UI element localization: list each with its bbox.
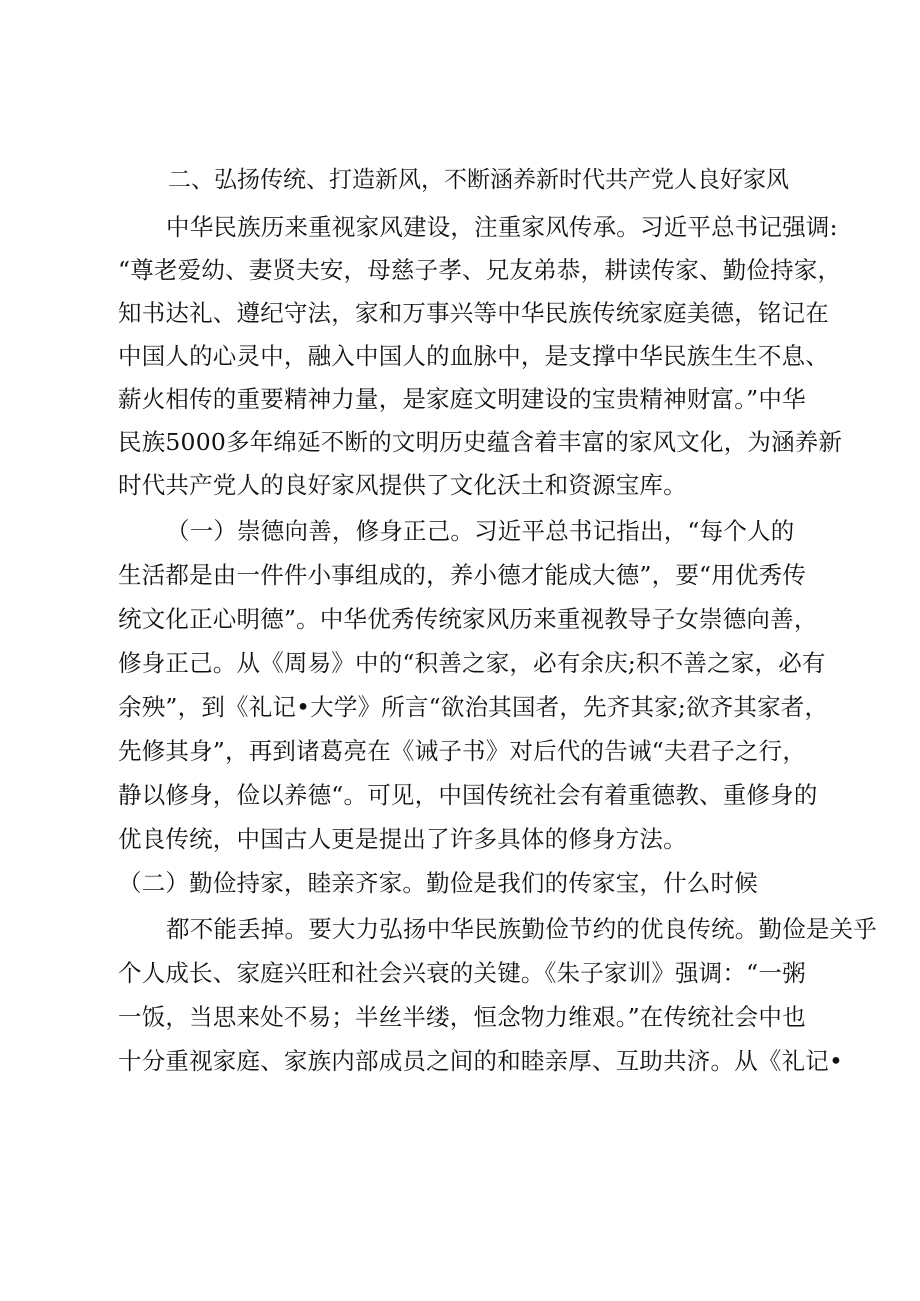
paragraph-line: （一）崇德向善，修身正己。习近平总书记指出，“每个人的 xyxy=(166,517,795,545)
paragraph-line: 时代共产党人的良好家风提供了文化沃土和资源宝库。 xyxy=(118,471,687,499)
paragraph-line: 民族5000多年绵延不断的文明历史蕴含着丰富的家风文化，为涵养新 xyxy=(118,428,843,456)
paragraph-line: 薪火相传的重要精神力量，是家庭文明建设的宝贵精神财富。”中华 xyxy=(118,385,806,413)
paragraph-line: 十分重视家庭、家族内部成员之间的和睦亲厚、互助共济。从《礼记• xyxy=(118,1047,844,1075)
paragraph-line: 余殃”，到《礼记•大学》所言“欲治其国者，先齐其家;欲齐其家者， xyxy=(118,693,829,721)
paragraph-line: 生活都是由一件件小事组成的，养小德才能成大德”，要“用优秀传 xyxy=(118,561,807,589)
paragraph-line: 静以修身，俭以养德“。可见，中国传统社会有着重德教、重修身的 xyxy=(118,781,818,809)
paragraph-line: 中国人的心灵中，融入中国人的血脉中，是支撑中华民族生生不息、 xyxy=(118,342,829,370)
paragraph-line: “尊老爱幼、妻贤夫安，母慈子孝、兄友弟恭，耕读传家、勤俭持家， xyxy=(118,256,842,284)
paragraph-line: 个人成长、家庭兴旺和社会兴衰的关键。《朱子家训》强调：“一粥 xyxy=(118,959,806,987)
paragraph-line: 一饭，当思来处不易；半丝半缕，恒念物力维艰。”在传统社会中也 xyxy=(118,1003,806,1031)
paragraph-line: 都不能丢掉。要大力弘扬中华民族勤俭节约的优良传统。勤俭是关乎 xyxy=(166,915,877,943)
paragraph-line: 统文化正心明德”。中华优秀传统家风历来重视教导子女崇德向善， xyxy=(118,605,818,633)
paragraph-line: （二）勤俭持家，睦亲齐家。勤俭是我们的传家宝，什么时候 xyxy=(118,869,758,897)
paragraph-line: 知书达礼、遵纪守法，家和万事兴等中华民族传统家庭美德，铭记在 xyxy=(118,299,829,327)
section-heading: 二、弘扬传统、打造新风，不断涵养新时代共产党人良好家风 xyxy=(168,167,789,193)
paragraph-line: 修身正己。从《周易》中的“积善之家，必有余庆;积不善之家，必有 xyxy=(118,649,826,677)
paragraph-line: 中华民族历来重视家风建设，注重家风传承。习近平总书记强调: xyxy=(166,213,838,241)
paragraph-line: 优良传统，中国古人更是提出了许多具体的修身方法。 xyxy=(118,825,687,853)
paragraph-line: 先修其身”，再到诸葛亮在《诫子书》对后代的告诫“夫君子之行， xyxy=(118,737,807,765)
